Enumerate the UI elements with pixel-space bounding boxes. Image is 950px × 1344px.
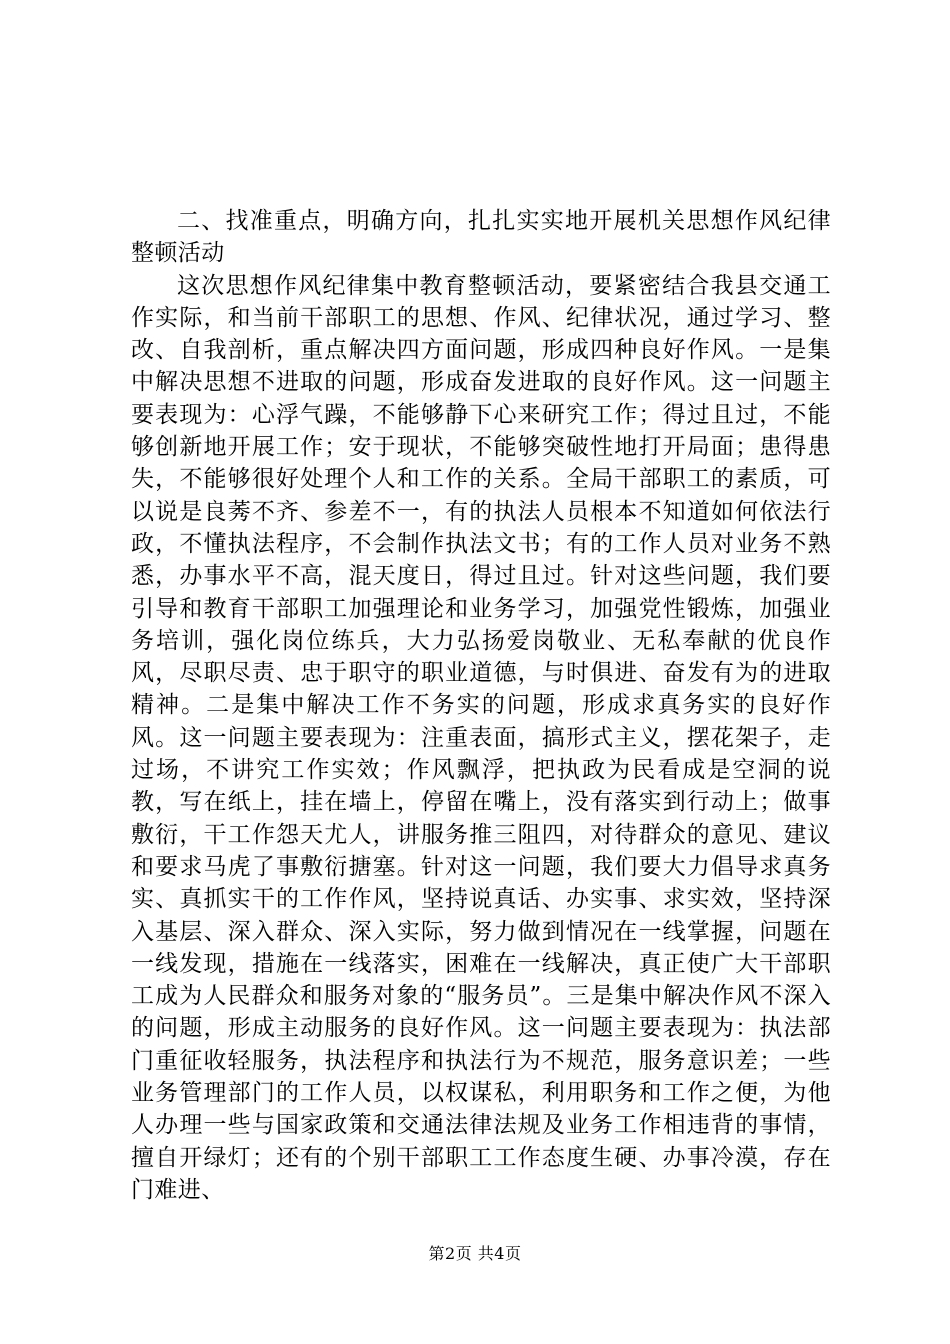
document-body: [131, 205, 831, 1206]
page-footer: [0, 1244, 950, 1264]
body-paragraph: 这次思想作风纪律集中教育整顿活动，要紧密结合我县交通工作实际，和当前干部职工的思想、作风、纪律状况，通过学习、整改、自我剖析，重点解决四方面问题，形成四种良好作风。一是集中解决思想不进取的问题，形成奋发进取的良好作风。这一问题主要表现为：心浮气躁，不能够静下心来研究工作；得过且过，不能够创新地开展工作；安于现状，不能够突破性地打开局面；患得患失，不能够很好处理个人和工作的关系。全局干部职工的素质，可以说是良莠不齐、参差不一，有的执法人员根本不知道如何依法行政，不懂执法程序，不会制作执法文书；有的工作人员对业务不熟悉，办事水平不高，混天度日，得过且过。针对这些问题，我们要引导和教育干部职工加强理论和业务学习，加强党性锻炼，加强业务培训，强化岗位练兵，大力弘扬爱岗敬业、无私奉献的优良作风，尽职尽责、忠于职守的职业道德，与时俱进、奋发有为的进取精神。二是集中解决工作不务实的问题，形成求真务实的良好作风。这一问题主要表现为：注重表面，搞形式主义，摆花架子，走过场，不讲究工作实效；作风飘浮，把执政为民看成是空洞的说教，写在纸上，挂在墙上，停留在嘴上，没有落实到行动上；做事敷衍，干工作怨天尤人，讲服务推三阻四，对待群众的意见、建议和要求马虎了事敷衍搪塞。针对这一问题，我们要大力倡导求真务实、真抓实干的工作作风，坚持说真话、办实事、求实效，坚持深入基层、深入群众、深入实际，努力做到情况在一线掌握，问题在一线发现，措施在一线落实，困难在一线解决，真正使广大干部职工成为人民群众和服务对象的“服务员”。三是集中解决作风不深入的问题，形成主动服务的良好作风。这一问题主要表现为：执法部门重征收轻服务，执法程序和执法行为不规范，服务意识差；一些业务管理部门的工作人员，以权谋私，利用职务和工作之便，为他人办理一些与国家政策和交通法律法规及业务工作相违背的事情，擅自开绿灯；还有的个别干部职工工作态度生硬、办事冷漠，存在门难进、: [131, 272, 831, 1203]
page-number-indicator: 第2页 共4页: [428, 1244, 522, 1263]
section-heading: 二、找准重点，明确方向，扎扎实实地开展机关思想作风纪律整顿活动: [131, 208, 831, 267]
